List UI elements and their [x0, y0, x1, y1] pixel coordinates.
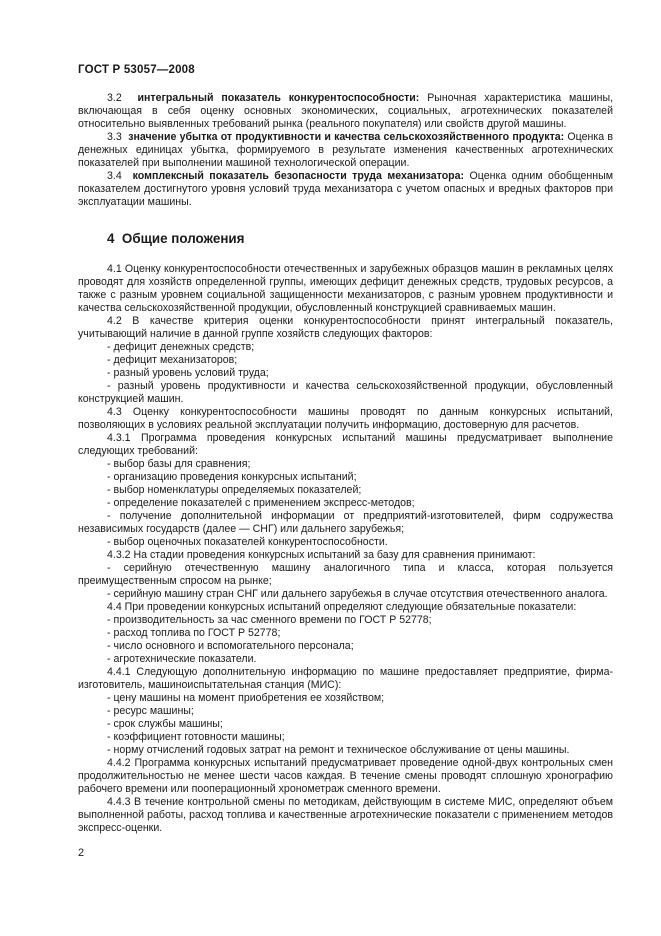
list-item: - выбор оценочных показателей конкурентоспособности.: [107, 536, 388, 548]
list-item: - дефицит денежных средств;: [107, 341, 255, 353]
list-item: - серийную отечественную машину аналогичного типа и класса, которая пользуется преимущественным спросом на рынке;: [78, 562, 613, 587]
paragraph-4-3: 4.3 Оценку конкурентоспособности машины проводят по данным конкурсных испытаний, позволяющих в условиях реальной эксплуатации получить информацию, достоверную для расчетов.: [78, 406, 613, 431]
list-item: - дефицит механизаторов;: [107, 354, 238, 366]
term-integral-indicator: интегральный показатель конкурентоспособности:: [137, 92, 420, 104]
page-header: ГОСТ Р 53057—2008: [78, 64, 195, 76]
paragraph-4-4: 4.4 При проведении конкурсных испытаний определяют следующие обязательные показатели:: [107, 601, 577, 613]
definition-3-2: 3.2 интегральный показатель конкурентоспособности: Рыночная характеристика машины, включающая в себя оценку основных экономических, социальных, агротехнических показателей относительно выявленных требований рынка (реального покупателя) или свойств другой машины.: [78, 92, 614, 130]
page-number: 2: [78, 847, 85, 859]
list-item: - расход топлива по ГОСТ Р 52778;: [107, 627, 281, 639]
definition-3-4: 3.4 комплексный показатель безопасности труда механизатора: Оценка одним обобщенным показателем достигнутого уровня условий труда механизатора с учетом опасных и вредных факторов при эксплуатации машины.: [78, 170, 614, 208]
paragraph-4-1: 4.1 Оценку конкурентоспособности отечественных и зарубежных образцов машин в рекламных целях проводят для хозяйств определенной группы, имеющих дефицит денежных средств, трудовых ресурсов, а также с разным уровнем социальной защищенности механизаторов, с разным уровнем продуктивности и качества сельскохозяйственной продукции, обусловленный конструкцией сравниваемых машин.: [78, 263, 613, 314]
list-item: - выбор базы для сравнения;: [107, 458, 251, 470]
list-item: - цену машины на момент приобретения ее хозяйством;: [107, 692, 385, 704]
list-item: - разный уровень условий труда;: [107, 367, 269, 379]
definition-3-3: 3.3 значение убытка от продуктивности и качества сельскохозяйственного продукта: Оценка в денежных единицах убытка, формируемого в результате изменения качественных агротехнических показателей при выполнении машиной технологической операции.: [78, 131, 613, 169]
paragraph-4-4-1: 4.4.1 Следующую дополнительную информацию по машине предоставляет предприятие, фирма-изготовитель, машиноиспытательная станция (МИС):: [78, 666, 613, 691]
section-4-heading: 4 Общие положения: [107, 231, 245, 246]
paragraph-4-4-3: 4.4.3 В течение контрольной смены по методикам, действующим в системе МИС, определяют объем выполненной работы, расход топлива и качественные агротехнические показатели с применением методов экспресс-оценки.: [78, 796, 613, 834]
term-safety-indicator: комплексный показатель безопасности труда механизатора:: [132, 170, 465, 182]
list-item: - коэффициент готовности машины;: [107, 731, 285, 743]
paragraph-4-4-2: 4.4.2 Программа конкурсных испытаний предусматривает проведение одной-двух контрольных смен продолжительностью не менее шести часов каждая. В течение смены проводят сплошную хронографию рабочего времени или пооперационный хронометраж сменного времени.: [78, 757, 613, 795]
list-item: - получение дополнительной информации от предприятий-изготовителей, фирм содружества независимых государств (далее — СНГ) или дальнего зарубежья;: [78, 510, 613, 535]
list-item: - разный уровень продуктивности и качества сельскохозяйственной продукции, обусловленный конструкцией машин.: [78, 380, 613, 405]
list-item: - серийную машину стран СНГ или дальнего зарубежья в случае отсутствия отечественного аналога.: [107, 588, 608, 600]
list-item: - производительность за час сменного времени по ГОСТ Р 52778;: [107, 614, 432, 626]
list-item: - ресурс машины;: [107, 705, 194, 717]
list-item: - число основного и вспомогательного персонала;: [107, 640, 354, 652]
paragraph-4-3-1: 4.3.1 Программа проведения конкурсных испытаний машины предусматривает выполнение следующих требований:: [78, 432, 613, 457]
paragraph-4-3-2: 4.3.2 На стадии проведения конкурсных испытаний за базу для сравнения принимают:: [107, 549, 536, 561]
list-item: - агротехнические показатели.: [107, 653, 257, 665]
paragraph-4-2: 4.2 В качестве критерия оценки конкурентоспособности принят интегральный показатель, учитывающий наличие в данной группе хозяйств следующих факторов:: [78, 315, 613, 340]
list-item: - определение показателей с применением экспресс-методов;: [107, 497, 415, 509]
term-loss-value: значение убытка от продуктивности и качества сельскохозяйственного продукта:: [128, 131, 565, 143]
document-body: [78, 92, 613, 835]
list-item: - выбор номенклатуры определяемых показателей;: [107, 484, 362, 496]
list-item: - норму отчислений годовых затрат на ремонт и техническое обслуживание от цены машины.: [107, 744, 570, 756]
list-item: - организацию проведения конкурсных испытаний;: [107, 471, 357, 483]
list-item: - срок службы машины;: [107, 718, 223, 730]
